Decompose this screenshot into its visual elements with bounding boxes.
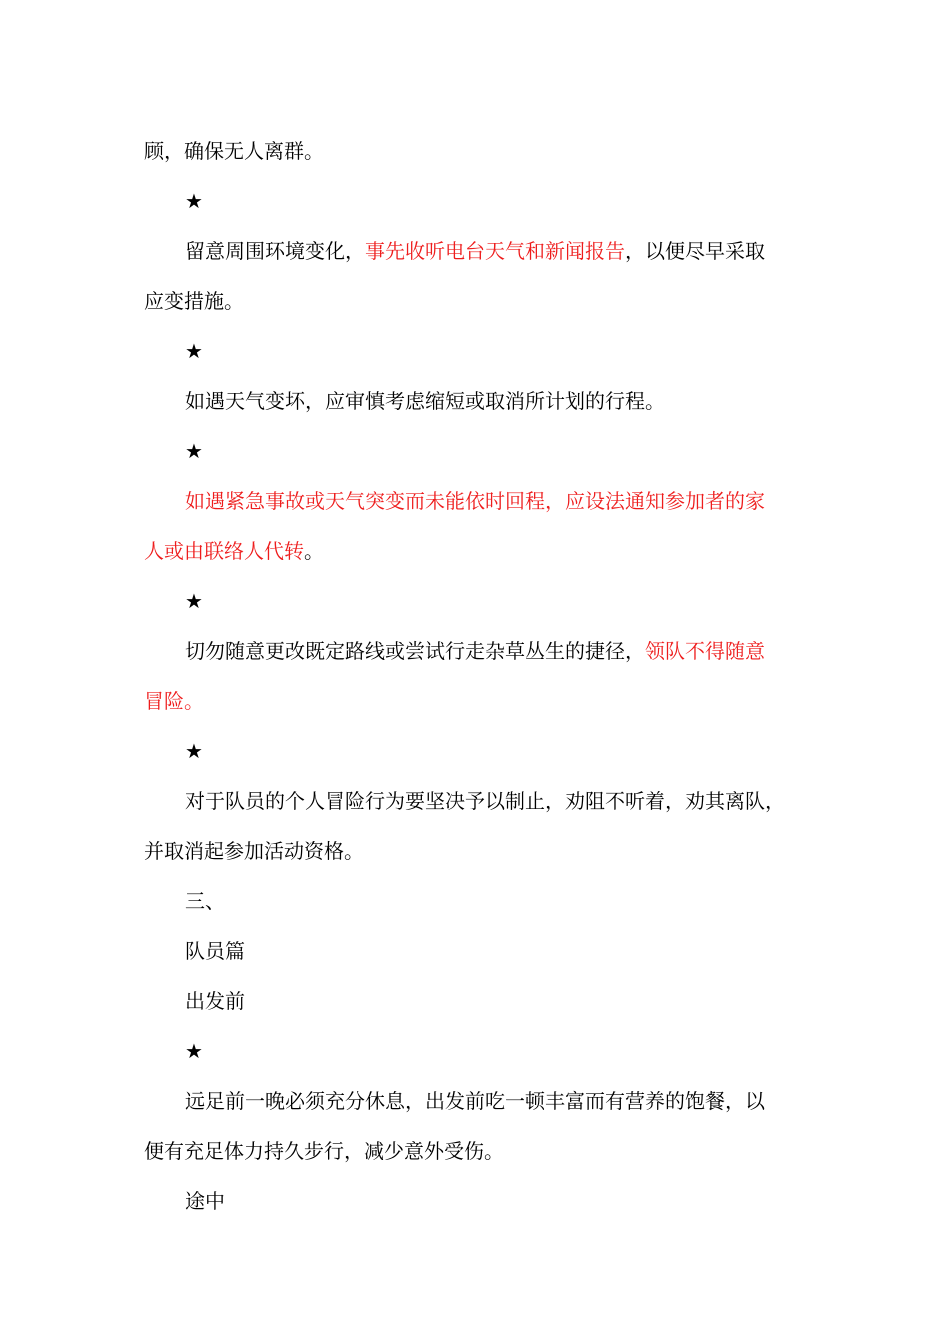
paragraph-line: [144, 626, 806, 676]
star-icon: ★: [185, 739, 203, 763]
highlighted-text: 事先收听电台天气和新闻报告: [365, 239, 625, 263]
text-run: 。: [304, 539, 324, 563]
paragraph-line: [144, 476, 806, 526]
star-icon: ★: [185, 339, 203, 363]
star-icon: ★: [185, 1039, 203, 1063]
paragraph-line: [144, 276, 806, 326]
text-run: 留意周围环境变化，: [185, 239, 365, 263]
paragraph-line: [144, 1126, 806, 1176]
star-bullet: [144, 1026, 806, 1076]
paragraph-line: [144, 376, 806, 426]
subsection-heading: [144, 976, 806, 1026]
paragraph-line: [144, 776, 806, 826]
paragraph-line: [144, 126, 806, 176]
text-run: 三、: [185, 889, 225, 913]
star-bullet: [144, 176, 806, 226]
text-run: 队员篇: [185, 939, 245, 963]
text-run: 应变措施。: [144, 289, 244, 313]
section-heading: [144, 926, 806, 976]
text-run: 远足前一晚必须充分休息，出发前吃一顿丰富而有营养的饱餐，以: [185, 1089, 765, 1113]
text-run: 如遇天气变坏，应审慎考虑缩短或取消所计划的行程。: [185, 389, 665, 413]
text-run: 便有充足体力持久步行，减少意外受伤。: [144, 1139, 504, 1163]
paragraph-line: [144, 226, 806, 276]
star-bullet: [144, 326, 806, 376]
text-run: 对于队员的个人冒险行为要坚决予以制止，劝阻不听着，劝其离队，: [185, 789, 785, 813]
star-icon: ★: [185, 439, 203, 463]
section-number: [144, 876, 806, 926]
document-page: [144, 126, 806, 1226]
star-bullet: [144, 576, 806, 626]
star-icon: ★: [185, 189, 203, 213]
paragraph-line: [144, 826, 806, 876]
paragraph-line: [144, 526, 806, 576]
subsection-heading: [144, 1176, 806, 1226]
text-run: 切勿随意更改既定路线或尝试行走杂草丛生的捷径，: [185, 639, 645, 663]
highlighted-text: 领队不得随意: [645, 639, 765, 663]
text-run: 顾，确保无人离群。: [144, 139, 324, 163]
paragraph-line: [144, 676, 806, 726]
highlighted-text: 冒险。: [144, 689, 204, 713]
text-run: 并取消起参加活动资格。: [144, 839, 364, 863]
star-icon: ★: [185, 589, 203, 613]
text-run: 途中: [185, 1189, 225, 1213]
highlighted-text: 人或由联络人代转: [144, 539, 304, 563]
star-bullet: [144, 726, 806, 776]
text-run: ，以便尽早采取: [625, 239, 765, 263]
star-bullet: [144, 426, 806, 476]
text-run: 出发前: [185, 989, 245, 1013]
paragraph-line: [144, 1076, 806, 1126]
highlighted-text: 如遇紧急事故或天气突变而未能依时回程，应设法通知参加者的家: [185, 489, 765, 513]
